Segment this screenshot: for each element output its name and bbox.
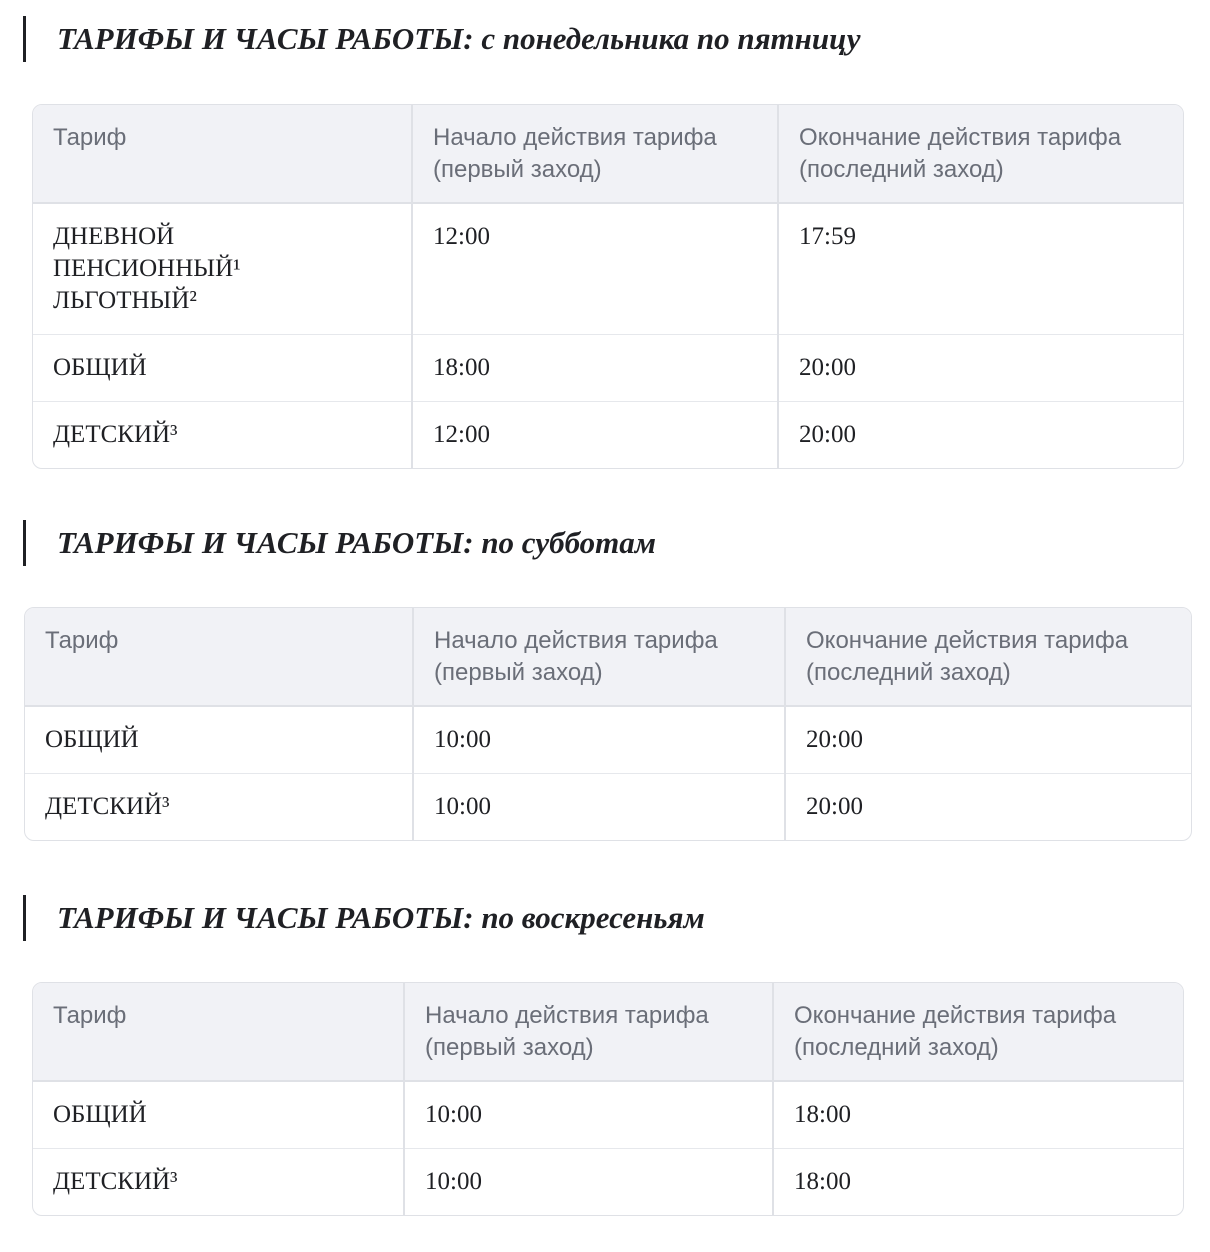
table-row (33, 335, 1183, 402)
end-time-cell: 20:00 (785, 706, 1191, 774)
start-time-cell: 10:00 (404, 1081, 773, 1149)
tariff-name: ДНЕВНОЙ (53, 223, 175, 250)
tariff-cell (33, 1081, 404, 1149)
table-row (33, 1081, 1183, 1149)
table-header-row (33, 983, 1183, 1081)
column-header-start: Начало действия тарифа (первый заход) (413, 608, 785, 706)
heading-title: ТАРИФЫ И ЧАСЫ РАБОТЫ: (57, 21, 474, 56)
heading-title: ТАРИФЫ И ЧАСЫ РАБОТЫ: (57, 525, 474, 560)
tariff-cell (25, 706, 413, 774)
heading-subtitle: по субботам (481, 525, 656, 560)
start-time-cell: 10:00 (404, 1149, 773, 1216)
tariff-name: ДЕТСКИЙ³ (45, 793, 170, 820)
end-time-cell: 20:00 (778, 402, 1183, 469)
column-header-start: Начало действия тарифа (первый заход) (404, 983, 773, 1081)
end-time-cell: 17:59 (778, 203, 1183, 335)
table-row (33, 1149, 1183, 1216)
start-time-cell: 12:00 (412, 402, 778, 469)
end-time-cell: 18:00 (773, 1081, 1183, 1149)
table-header-row (33, 105, 1183, 203)
tariff-cell (33, 1149, 404, 1216)
tariff-name: ДЕТСКИЙ³ (53, 421, 178, 448)
tariff-name: ДЕТСКИЙ³ (53, 1168, 178, 1195)
tariff-name: ОБЩИЙ (45, 726, 139, 753)
tariff-cell (33, 203, 412, 335)
start-time-cell: 10:00 (413, 774, 785, 841)
start-time-cell: 18:00 (412, 335, 778, 402)
table-row (33, 203, 1183, 335)
column-header-start: Начало действия тарифа (первый заход) (412, 105, 778, 203)
table-row (25, 706, 1191, 774)
start-time-cell: 10:00 (413, 706, 785, 774)
heading-title: ТАРИФЫ И ЧАСЫ РАБОТЫ: (57, 900, 474, 935)
column-header-tariff: Тариф (33, 105, 412, 203)
end-time-cell: 20:00 (778, 335, 1183, 402)
end-time-cell: 18:00 (773, 1149, 1183, 1216)
heading-subtitle: по воскресеньям (481, 900, 705, 935)
tariff-name: ОБЩИЙ (53, 1101, 147, 1128)
tariff-table-saturday (24, 607, 1192, 841)
end-time-cell: 20:00 (785, 774, 1191, 841)
section-heading-saturday (23, 520, 656, 566)
tariff-name: ЛЬГОТНЫЙ² (53, 287, 197, 314)
tariff-name: ПЕНСИОННЫЙ¹ (53, 255, 241, 282)
table-header-row (25, 608, 1191, 706)
table-row (33, 402, 1183, 469)
heading-subtitle: с понедельника по пятницу (481, 21, 861, 56)
tariff-name: ОБЩИЙ (53, 354, 147, 381)
column-header-end: Окончание действия тарифа (последний заход) (785, 608, 1191, 706)
tariff-table-weekdays (32, 104, 1184, 469)
column-header-tariff: Тариф (33, 983, 404, 1081)
column-header-end: Окончание действия тарифа (последний заход) (778, 105, 1183, 203)
tariff-cell (33, 402, 412, 469)
tariff-cell (33, 335, 412, 402)
tariff-cell (25, 774, 413, 841)
column-header-end: Окончание действия тарифа (последний заход) (773, 983, 1183, 1081)
tariff-table-sunday (32, 982, 1184, 1216)
column-header-tariff: Тариф (25, 608, 413, 706)
start-time-cell: 12:00 (412, 203, 778, 335)
section-heading-weekdays (23, 16, 861, 62)
section-heading-sunday (23, 895, 705, 941)
table-row (25, 774, 1191, 841)
